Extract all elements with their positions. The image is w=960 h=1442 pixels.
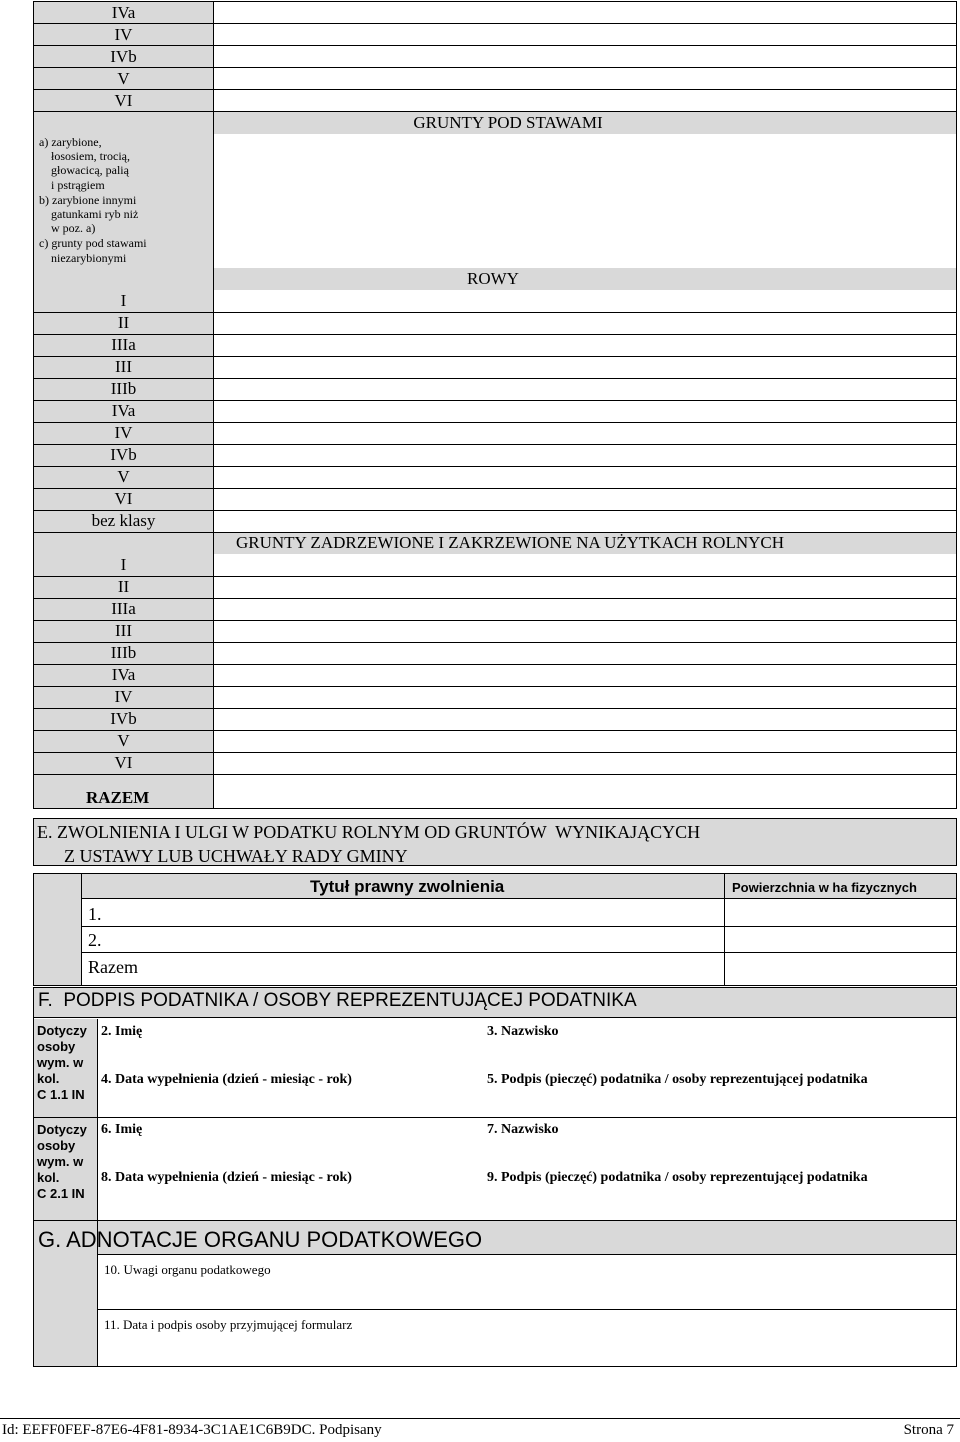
ponds-line-c2: niezarybionymi — [51, 251, 127, 265]
section-e-row-total: Razem — [88, 957, 138, 977]
ponds-line-b2: gatunkami ryb niż — [51, 207, 139, 221]
ditch-class-iii: III — [115, 357, 132, 376]
ditch-class-iv: IV — [114, 423, 133, 442]
ditch-class-i: I — [120, 291, 127, 310]
section-e-col-title: Tytuł prawny zwolnienia — [310, 877, 505, 896]
wood-class-i: I — [120, 555, 127, 574]
wood-class-iva: IVa — [111, 665, 136, 684]
surname-field-1[interactable]: 3. Nazwisko — [487, 1024, 559, 1039]
section-e-title-1: E. ZWOLNIENIA I ULGI W PODATKU ROLNYM OD GRUNTÓW WYNIKAJĄCYCH — [37, 822, 701, 842]
fill-date-field-2[interactable]: 8. Data wypełnienia (dzień - miesiąc - rok) — [101, 1170, 352, 1185]
wood-class-iiia: IIIa — [111, 599, 136, 618]
surname-field-2[interactable]: 7. Nazwisko — [487, 1122, 559, 1137]
received-by-field[interactable]: 11. Data i podpis osoby przyjmującej formularz — [104, 1317, 353, 1332]
footer-id: Id: EEFF0FEF-87E6-4F81-8934-3C1AE1C6B9DC. Podpisany — [2, 1422, 382, 1438]
section-e-row-1: 1. — [88, 904, 102, 924]
ponds-line-b: b) zarybione innymi — [39, 193, 137, 207]
ditch-class-ivb: IVb — [110, 445, 137, 464]
class-label-ivA: IVa — [111, 3, 136, 22]
ponds-line-a2: łososiem, trocią, — [51, 149, 130, 163]
section-e-value-total[interactable] — [724, 953, 956, 985]
class-label-vi: VI — [114, 91, 133, 110]
class-label-iv: IV — [114, 25, 133, 44]
ditch-class-ii: II — [117, 313, 130, 332]
wood-class-ivb: IVb — [110, 709, 137, 728]
ponds-line-b3: w poz. a) — [51, 221, 96, 235]
wood-class-iii: III — [115, 621, 132, 640]
ponds-line-a3: głowacicą, palią — [51, 163, 129, 177]
ditch-class-iiib: IIIb — [110, 379, 137, 398]
section-g-title: G. ADNOTACJE ORGANU PODATKOWEGO — [38, 1227, 483, 1252]
ponds-line-a4: i pstrągiem — [51, 178, 105, 192]
section-e-value-1[interactable] — [724, 899, 956, 926]
first-name-field-2[interactable]: 6. Imię — [101, 1122, 143, 1137]
total-label: RAZEM — [86, 788, 150, 807]
ditch-class-vi: VI — [114, 489, 133, 508]
section-e-row-2: 2. — [88, 930, 102, 950]
section-f-title: F. PODPIS PODATNIKA / OSOBY REPREZENTUJĄCEJ PODATNIKA — [38, 990, 637, 1011]
ditch-class-v: V — [117, 467, 130, 486]
ponds-line-a: a) zarybione, — [39, 135, 102, 149]
person1-label: Dotyczy osoby wym. w kol. C 1.1 IN — [37, 1023, 87, 1102]
wood-class-vi: VI — [114, 753, 133, 772]
footer-page-number: Strona 7 — [903, 1422, 954, 1438]
signature-field-2[interactable]: 9. Podpis (pieczęć) podatnika / osoby reprezentującej podatnika — [487, 1170, 868, 1185]
ditch-class-iiia: IIIa — [111, 335, 136, 354]
class-label-v: V — [117, 69, 130, 88]
wood-class-ii: II — [117, 577, 130, 596]
ditch-class-iva: IVa — [111, 401, 136, 420]
wood-class-v: V — [117, 731, 130, 750]
section-e-value-2[interactable] — [724, 927, 956, 952]
ponds-line-c: c) grunty pod stawami — [39, 236, 147, 250]
section-e-title-2: Z USTAWY LUB UCHWAŁY RADY GMINY — [64, 846, 408, 866]
ponds-heading: GRUNTY POD STAWAMI — [413, 113, 603, 132]
tax-office-notes-field[interactable]: 10. Uwagi organu podatkowego — [104, 1262, 271, 1277]
first-name-field-1[interactable]: 2. Imię — [101, 1024, 143, 1039]
ditches-heading: ROWY — [467, 269, 519, 288]
woodland-heading: GRUNTY ZADRZEWIONE I ZAKRZEWIONE NA UŻYTKACH ROLNYCH — [235, 533, 785, 552]
wood-class-iv: IV — [114, 687, 133, 706]
class-label-ivB: IVb — [110, 47, 137, 66]
wood-class-iiib: IIIb — [110, 643, 137, 662]
signature-field-1[interactable]: 5. Podpis (pieczęć) podatnika / osoby reprezentującej podatnika — [487, 1072, 868, 1087]
footer-rule — [0, 1418, 960, 1419]
section-e-col-area: Powierzchnia w ha fizycznych — [732, 880, 917, 895]
section-e-left-margin — [34, 874, 82, 985]
fill-date-field-1[interactable]: 4. Data wypełnienia (dzień - miesiąc - rok) — [101, 1072, 352, 1087]
person2-label: Dotyczy osoby wym. w kol. C 2.1 IN — [37, 1122, 87, 1201]
ditch-class-bez-klasy: bez klasy — [91, 511, 156, 530]
